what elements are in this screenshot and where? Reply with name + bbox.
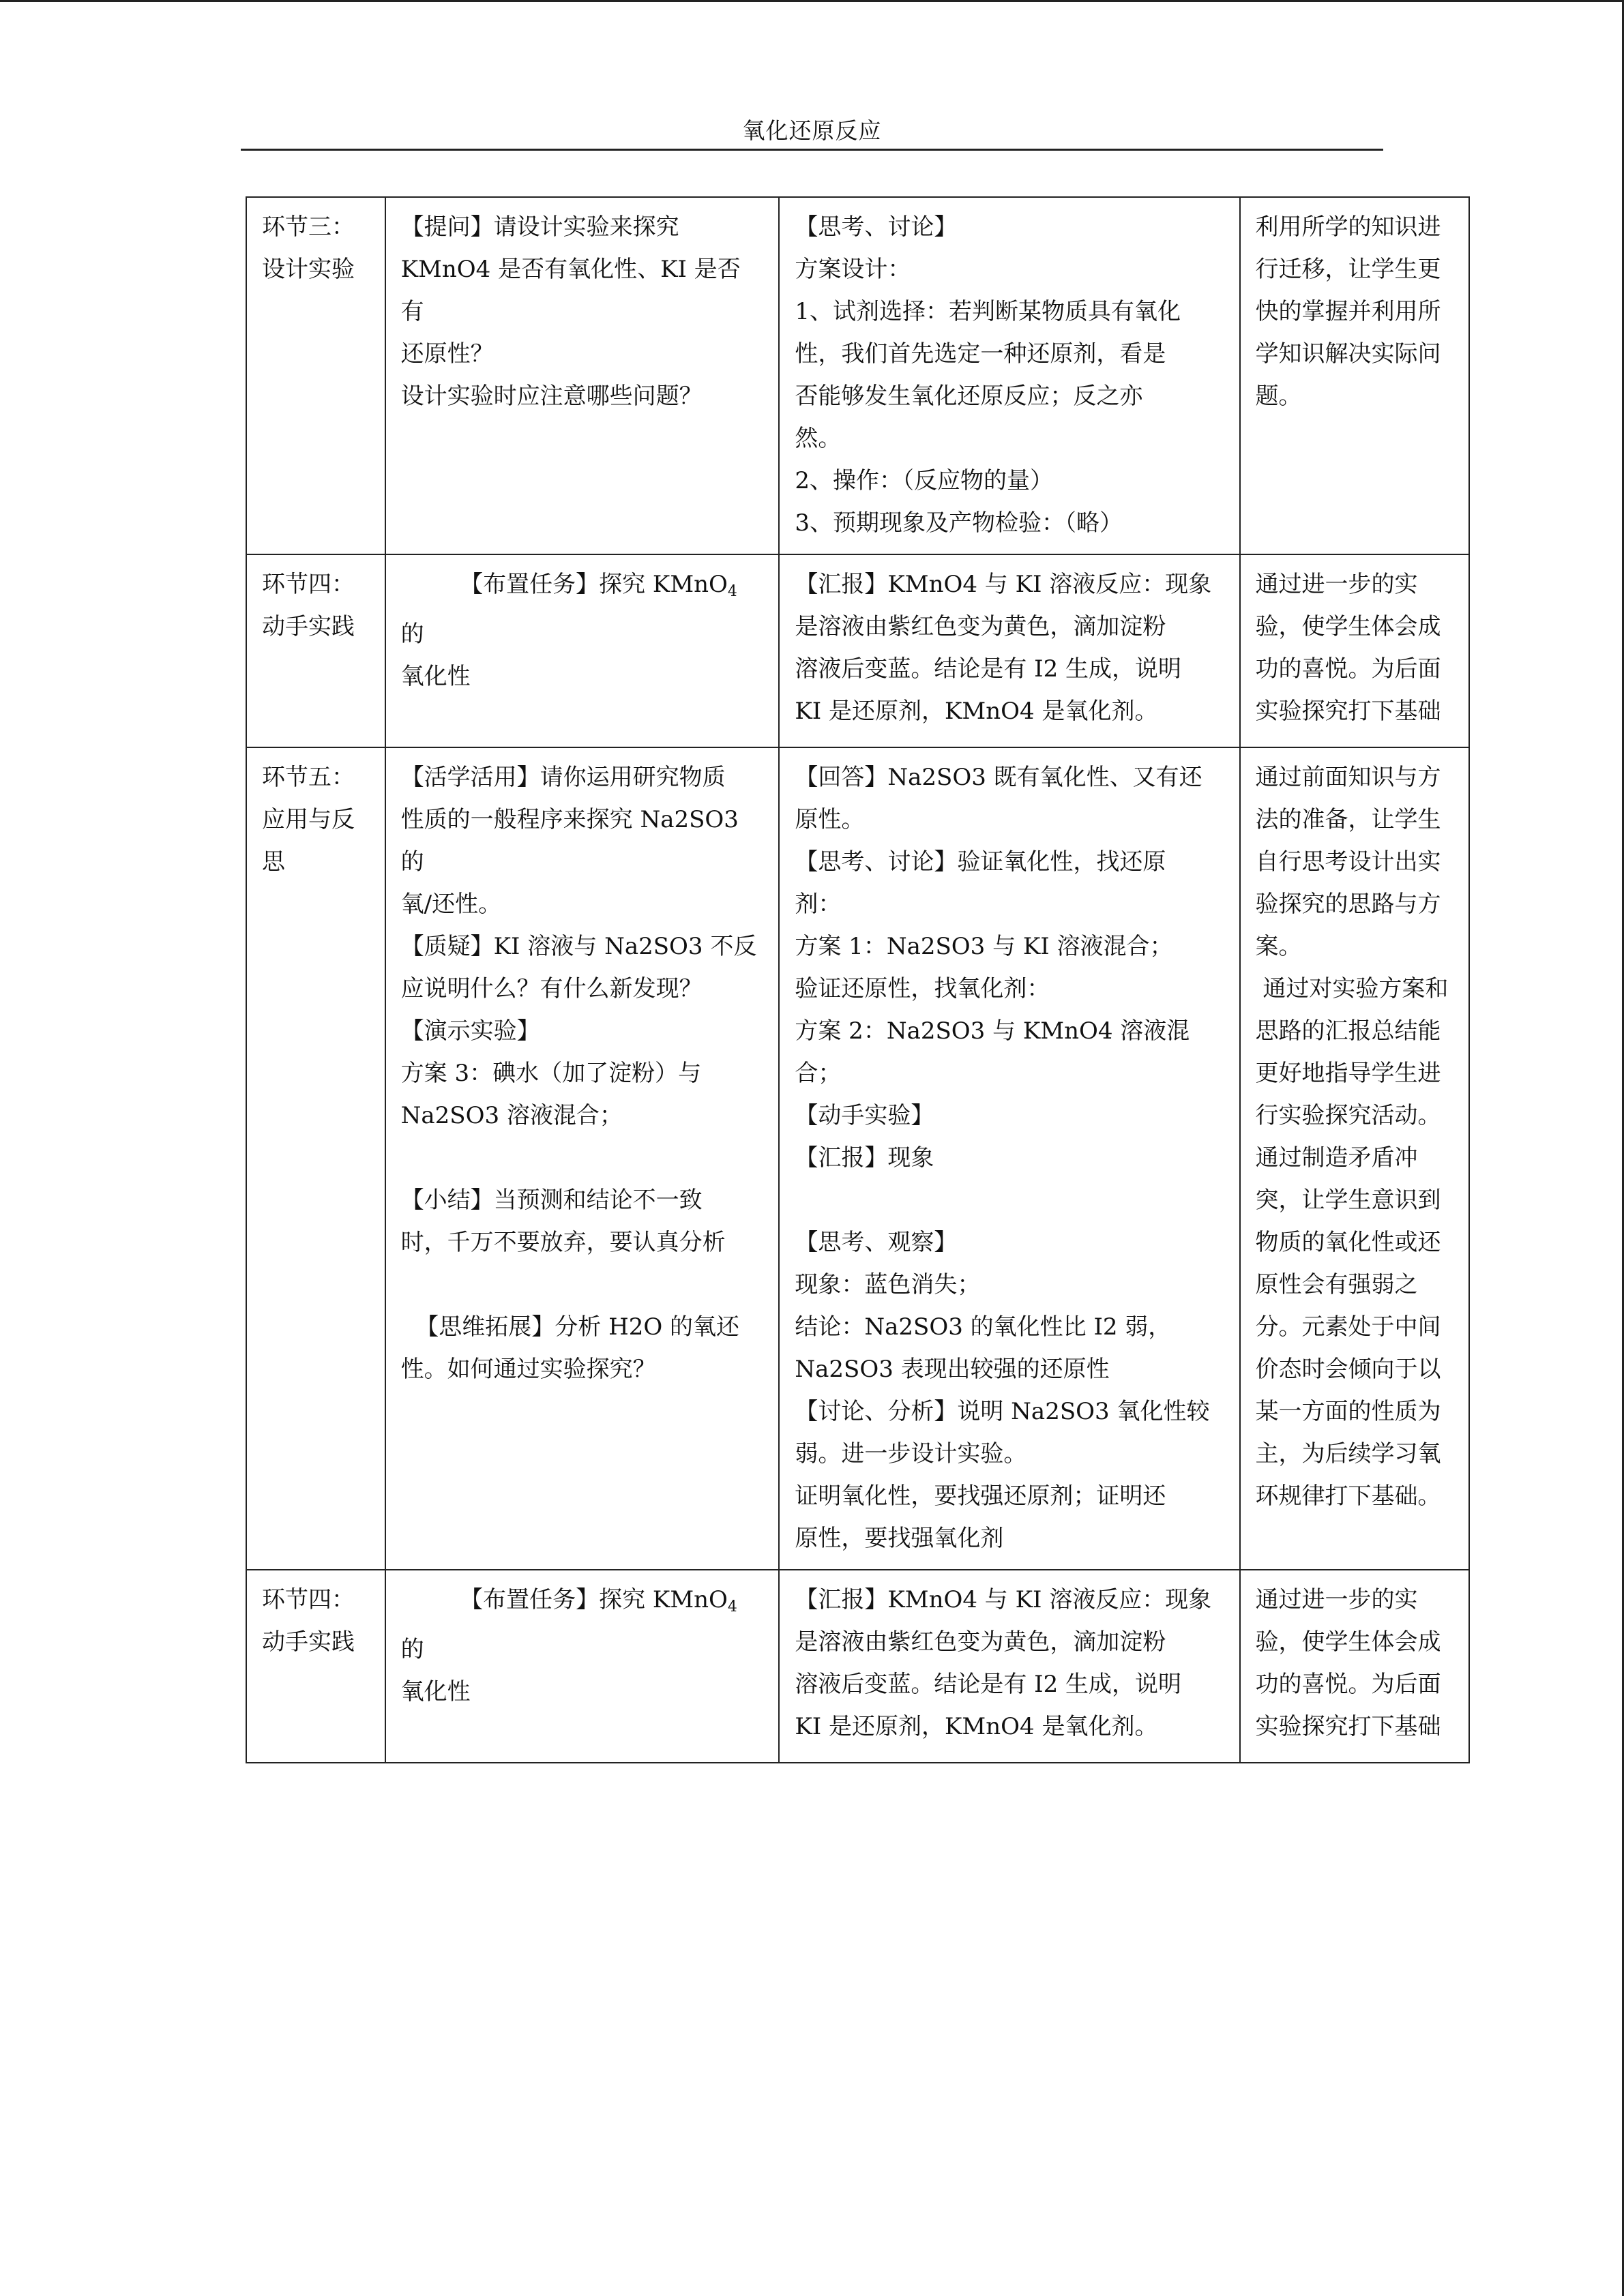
text-line: 实验探究打下基础 <box>1255 1713 1441 1740</box>
teacher-activity-cell <box>385 747 780 1570</box>
task-line <box>401 563 764 655</box>
text-line: 现象：蓝色消失； <box>795 1271 981 1298</box>
text-line: 【活学活用】请你运用研究物质 <box>400 764 726 791</box>
text-line: 快的掌握并利用所 <box>1255 298 1441 325</box>
blank-line <box>795 1179 1224 1221</box>
stage-cell <box>246 1570 385 1763</box>
text-line: 【提问】请设计实验来探究 <box>400 213 679 241</box>
text-line: 弱。进一步设计实验。 <box>795 1440 1027 1467</box>
text-line: 然。 <box>795 425 842 452</box>
text-line: 方案 2：Na2SO3 与 KMnO4 溶液混合； <box>795 1017 1190 1087</box>
text-line: 【演示实验】 <box>400 1017 540 1045</box>
text-line: 功的喜悦。为后面 <box>1255 655 1441 683</box>
subscript-4: 4 <box>727 1598 737 1615</box>
text-line: 通过进一步的实 <box>1255 1586 1418 1613</box>
text-line: KI 是还原剂，KMnO4 是氧化剂。 <box>795 698 1158 725</box>
text-line: 氧化性 <box>400 663 471 690</box>
text-line: 方案 3：碘水（加了淀粉）与 <box>400 1060 702 1087</box>
teacher-activity-cell <box>385 197 780 554</box>
text-line: 【讨论、分析】说明 Na2SO3 氧化性较 <box>795 1398 1210 1425</box>
text-line: 环规律打下基础。 <box>1255 1482 1441 1510</box>
text-line: 方案设计： <box>795 256 911 283</box>
text-line: 原性，要找强氧化剂 <box>795 1525 1004 1552</box>
text-line: 溶液后变蓝。结论是有 I2 生成，说明 <box>795 655 1182 683</box>
text-line: 行迁移，让学生更 <box>1255 256 1441 283</box>
text-line: 验，使学生体会成 <box>1255 1628 1441 1656</box>
text-line: 通过前面知识与方 <box>1255 764 1441 791</box>
stage-cell <box>246 747 385 1570</box>
lesson-plan-table <box>246 196 1470 1763</box>
text-line: 3、预期现象及产物检验：（略） <box>795 509 1123 537</box>
text-line: 2、操作：（反应物的量） <box>795 467 1054 494</box>
text-line: 主，为后续学习氧 <box>1255 1440 1441 1467</box>
text-line: 应说明什么？有什么新发现？ <box>400 975 703 1002</box>
text-line: 【汇报】现象 <box>795 1144 934 1172</box>
text-line: 验，使学生体会成 <box>1255 613 1441 640</box>
text-line: 原性。 <box>795 806 865 833</box>
text-line: 行实验探究活动。 <box>1255 1102 1441 1129</box>
text-line: 突，让学生意识到 <box>1255 1187 1441 1214</box>
design-intent-cell <box>1240 1570 1469 1763</box>
text-line: 设计实验时应注意哪些问题？ <box>400 383 703 410</box>
text-line: 1、试剂选择：若判断某物质具有氧化 <box>795 298 1181 325</box>
text-line: 【回答】Na2SO3 既有氧化性、又有还 <box>795 764 1202 791</box>
text-line: 【质疑】KI 溶液与 Na2SO3 不反 <box>400 933 757 960</box>
text-line: 溶液后变蓝。结论是有 I2 生成，说明 <box>795 1671 1182 1698</box>
design-intent-cell <box>1240 554 1469 747</box>
student-activity-cell <box>779 197 1239 554</box>
text-line: 时，千万不要放弃，要认真分析 <box>400 1229 726 1256</box>
text-line: 通过进一步的实 <box>1255 571 1418 598</box>
stage-label: 环节四： <box>262 1586 355 1613</box>
text-line: 【思考、讨论】验证氧化性，找还原 <box>795 848 1166 876</box>
teacher-activity-cell <box>385 1570 780 1763</box>
blank-line <box>401 1137 764 1179</box>
table-row <box>246 1570 1469 1763</box>
stage-cell <box>246 554 385 747</box>
teacher-activity-cell <box>385 554 780 747</box>
subscript-4: 4 <box>727 583 737 600</box>
text-line: 验探究的思路与方 <box>1255 891 1441 918</box>
text-line: KMnO4 是否有氧化性、KI 是否有 <box>400 256 741 325</box>
text-line: 思路的汇报总结能 <box>1255 1017 1441 1045</box>
text-line: 功的喜悦。为后面 <box>1255 1671 1441 1698</box>
text-line: 还原性？ <box>400 340 494 368</box>
text-line: 是溶液由紫红色变为黄色，滴加淀粉 <box>795 1628 1166 1656</box>
text-line: 法的准备，让学生 <box>1255 806 1441 833</box>
task-text: 【布置任务】探究 KMnO <box>400 1586 728 1613</box>
text-line: 利用所学的知识进 <box>1255 213 1441 241</box>
table-row <box>246 554 1469 747</box>
text-line: 结论：Na2SO3 的氧化性比 I2 弱， <box>795 1313 1172 1341</box>
task-line <box>401 1579 764 1671</box>
text-line: 自行思考设计出实 <box>1255 848 1441 876</box>
design-intent-cell <box>1240 747 1469 1570</box>
text-line: 题。 <box>1255 383 1302 410</box>
page-top-border <box>0 0 1624 2</box>
stage-title: 动手实践 <box>262 1628 355 1656</box>
text-line: 【汇报】KMnO4 与 KI 溶液反应：现象 <box>795 1586 1212 1613</box>
text-line: 【汇报】KMnO4 与 KI 溶液反应：现象 <box>795 571 1212 598</box>
text-line: 案。 <box>1255 933 1302 960</box>
task-suffix: 的 <box>400 1586 745 1663</box>
stage-cell <box>246 197 385 554</box>
text-line: 更好地指导学生进 <box>1255 1060 1441 1087</box>
text-line: 方案 1：Na2SO3 与 KI 溶液混合； <box>795 933 1173 960</box>
blank-line <box>401 1264 764 1306</box>
stage-title: 应用与反思 <box>262 806 355 876</box>
text-line: 证明氧化性，要找强还原剂；证明还 <box>795 1482 1166 1510</box>
stage-label: 环节五： <box>262 764 355 791</box>
task-suffix: 的 <box>400 571 745 648</box>
table-row <box>246 747 1469 1570</box>
text-line: 【思考、观察】 <box>795 1229 958 1256</box>
text-line: 学知识解决实际问 <box>1255 340 1441 368</box>
text-line: Na2SO3 溶液混合； <box>400 1102 623 1129</box>
text-line: 【思考、讨论】 <box>795 213 958 241</box>
student-activity-cell <box>779 747 1239 1570</box>
text-line: 物质的氧化性或还 <box>1255 1229 1441 1256</box>
text-line: Na2SO3 表现出较强的还原性 <box>795 1356 1110 1383</box>
text-line: 氧化性 <box>400 1678 471 1705</box>
text-line: KI 是还原剂，KMnO4 是氧化剂。 <box>795 1713 1158 1740</box>
stage-label: 环节四： <box>262 571 355 598</box>
text-line: 【思维拓展】分析 H2O 的氧还 <box>400 1313 740 1341</box>
stage-title: 动手实践 <box>262 613 355 640</box>
text-line: 【小结】当预测和结论不一致 <box>400 1187 703 1214</box>
text-line: 原性会有强弱之 <box>1255 1271 1418 1298</box>
text-line: 价态时会倾向于以 <box>1255 1356 1441 1383</box>
stage-title: 设计实验 <box>262 256 355 283</box>
student-activity-cell <box>779 554 1239 747</box>
text-line: 通过对实验方案和 <box>1255 975 1449 1002</box>
text-line: 分。元素处于中间 <box>1255 1313 1441 1341</box>
text-line: 【动手实验】 <box>795 1102 934 1129</box>
text-line: 否能够发生氧化还原反应；反之亦 <box>795 383 1143 410</box>
text-line: 实验探究打下基础 <box>1255 698 1441 725</box>
text-line: 某一方面的性质为 <box>1255 1398 1441 1425</box>
text-line: 是溶液由紫红色变为黄色，滴加淀粉 <box>795 613 1166 640</box>
header-rule <box>241 149 1383 151</box>
text-line: 性，我们首先选定一种还原剂，看是 <box>795 340 1166 368</box>
text-line: 性。如何通过实验探究？ <box>400 1356 656 1383</box>
text-line: 性质的一般程序来探究 Na2SO3 的 <box>400 806 746 876</box>
stage-label: 环节三： <box>262 213 355 241</box>
table-row <box>246 197 1469 554</box>
text-line: 通过制造矛盾冲 <box>1255 1144 1418 1172</box>
text-line: 验证还原性，找氧化剂： <box>795 975 1050 1002</box>
task-text: 【布置任务】探究 KMnO <box>400 571 728 598</box>
student-activity-cell <box>779 1570 1239 1763</box>
design-intent-cell <box>1240 197 1469 554</box>
text-line: 氧/还性。 <box>400 891 502 918</box>
text-line: 剂： <box>795 891 842 918</box>
page-header-title: 氧化还原反应 <box>742 117 882 144</box>
